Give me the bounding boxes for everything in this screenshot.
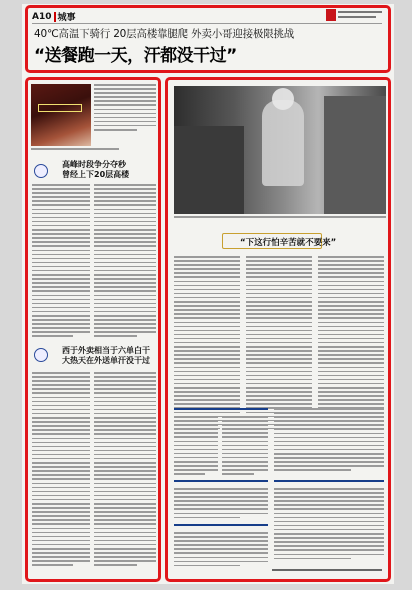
right-column-text-c — [318, 256, 384, 432]
left-subhead-1: 高峰时段争分夺秒 曾经上下20层高楼 — [62, 160, 130, 179]
article-subhead: 40℃高温下骑行 20层高楼靠腿爬 外卖小哥迎接极限挑战 — [34, 28, 295, 40]
blue-headline-3 — [174, 524, 268, 529]
photo-stamp-box — [38, 104, 82, 112]
side-story-2-text — [174, 488, 268, 521]
section-tag — [32, 10, 76, 23]
side-story-5-text — [274, 488, 384, 562]
photo-caption-left — [31, 148, 156, 154]
reporter-dot-icon — [34, 164, 48, 178]
newspaper-page — [22, 4, 394, 584]
courier-helmet — [272, 88, 294, 110]
side-story-1-col-a — [174, 416, 218, 477]
left-subhead-2: 西于外卖相当于六单白干 大热天在外送单汗没干过 — [62, 346, 150, 365]
feature-photo-courier — [174, 86, 386, 214]
right-column-text-a — [174, 256, 240, 432]
newspaper-logo-icon — [326, 9, 336, 21]
feature-photo-left — [31, 84, 91, 146]
side-story-4-text — [274, 408, 384, 474]
newspaper-masthead — [326, 9, 384, 23]
page-number: A10 — [32, 11, 52, 22]
section-divider — [54, 12, 56, 22]
pull-quote: “下这行怕辛苦就不要来” — [240, 238, 337, 248]
blue-headline-4 — [274, 480, 384, 485]
side-story-1-col-b — [222, 416, 268, 477]
blue-headline-2 — [174, 480, 268, 485]
section-name: 城事 — [57, 13, 76, 23]
article-headline: “送餐跑一天，汗都没干过” — [34, 46, 237, 66]
reporter-dot-icon-2 — [34, 348, 48, 362]
header-rule — [32, 23, 382, 24]
side-story-3-text — [174, 532, 268, 569]
intro-text-block — [94, 84, 156, 144]
page-footer — [272, 569, 382, 574]
left-column-text-a — [32, 184, 90, 340]
photo-caption-right — [174, 216, 386, 221]
right-column-text-b — [246, 256, 312, 432]
left-column-text-c — [32, 372, 90, 569]
blue-headline-1 — [174, 408, 268, 413]
left-column-text-d — [94, 372, 156, 569]
left-column-text-b — [94, 184, 156, 340]
courier-figure — [262, 100, 304, 186]
